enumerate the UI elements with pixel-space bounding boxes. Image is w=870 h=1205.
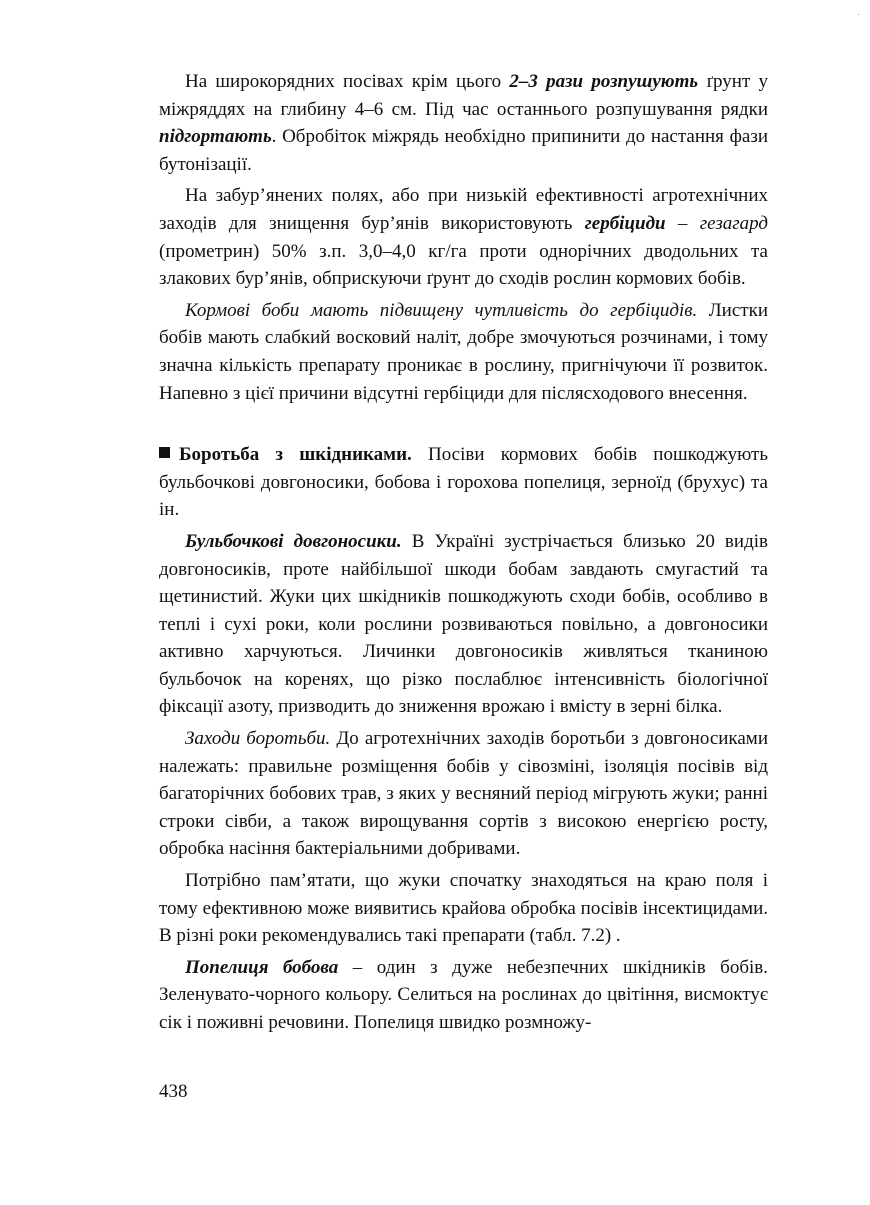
text-run: . Обробіток міжрядь необхідно припинити до настання фази бутонізації. [159, 126, 768, 175]
emphasis-text: Попелиця бобова [185, 956, 339, 978]
paragraph-weevils [159, 528, 768, 721]
paragraph-herbicide-sensitivity [159, 297, 768, 407]
emphasis-text: 2–3 рази розпушують [509, 71, 699, 92]
section-heading: Боротьба з шкідниками. [179, 444, 412, 466]
text-run: – один з дуже небезпечних шкідників бобів. Зеленувато-чорного кольору. Селиться на рослинах до цвітіння, висмоктує сік і поживні речовини. Попелиця швидко розмножу- [159, 956, 768, 1033]
italic-text: гезагард [699, 212, 768, 234]
text-run: Потрібно пам’ятати, що жуки спочатку знаходяться на краю поля і тому ефективною може виявитись крайова обробка посівів інсектицидами. В різні роки рекомендувались такі препарати (табл. 7.2) . [159, 870, 768, 947]
paragraph-interrow-tillage [159, 68, 768, 178]
text-run: В Україні зустрічається близько 20 видів довгоносиків, проте найбільшої шкоди бобам завдають смугастий та щетинистий. Жуки цих шкідників пошкоджують сходи бобів, особливо в теплі і сухі роки, коли рослини розвиваються повільно, а довгоносики активно харчуються. Личинки довгоносиків живляться тканиною бульбочок на коренях, що різко послаблює інтенсивність біологічної фіксації азоту, призводить до зниження врожаю і вмісту в зерні білка. [159, 530, 768, 718]
text-run: На забур’янених полях, або при низькій ефективності агротехнічних заходів для знищення бур’янів використовують [159, 185, 768, 234]
square-bullet-icon [159, 447, 170, 458]
text-run: (прометрин) 50% з.п. 3,0–4,0 кг/га проти однорічних дводольних та злакових бур’янів, обприскуючи ґрунт до сходів рослин кормових бобів. [159, 240, 768, 290]
italic-text: Кормові боби мають підвищену чутливість до гербіцидів. [185, 299, 698, 321]
section-pest-control [159, 441, 768, 524]
emphasis-text: Бульбочкові довгоносики. [185, 530, 402, 552]
text-run: Посіви кормових бобів пошкоджують бульбочкові довгоносики, бобова і горохова попелиця, зерноїд (брухус) та ін. [159, 444, 768, 521]
text-run: Листки бобів мають слабкий восковий наліт, добре змочуються розчинами, і тому значна кількість препарату проникає в рослину, пригнічуючи її розвиток. Напевно з цієї причини відсутні гербіциди для післясходового внесення. [159, 299, 768, 404]
paragraph-control-measures [159, 725, 768, 863]
scan-mark [858, 14, 859, 15]
paragraph-edge-treatment [159, 867, 768, 950]
paragraph-aphid [159, 954, 768, 1037]
text-run: До агротехнічних заходів боротьби з довгоносиками належать: правильне розміщення бобів у сівозміні, ізоляція посівів від багаторічних бобових трав, з яких у весняний період мігрують жуки; ранні строки сівби, а також вирощування сортів з високою енергією росту, обробка насіння бактеріальними добривами. [159, 728, 768, 860]
text-run: На широкорядних посівах крім цього [185, 71, 510, 92]
text-run: – [665, 212, 700, 234]
page-number: 438 [159, 1081, 188, 1102]
paragraph-herbicides [159, 182, 768, 292]
emphasis-text: підгортають [159, 126, 272, 148]
italic-text: Заходи боротьби. [185, 728, 331, 750]
emphasis-text: гербіциди [584, 212, 666, 234]
text-run: ґрунт у міжряддях на глибину 4–6 см. Під час останнього розпушування рядки [159, 71, 769, 120]
body-text [159, 68, 768, 1037]
